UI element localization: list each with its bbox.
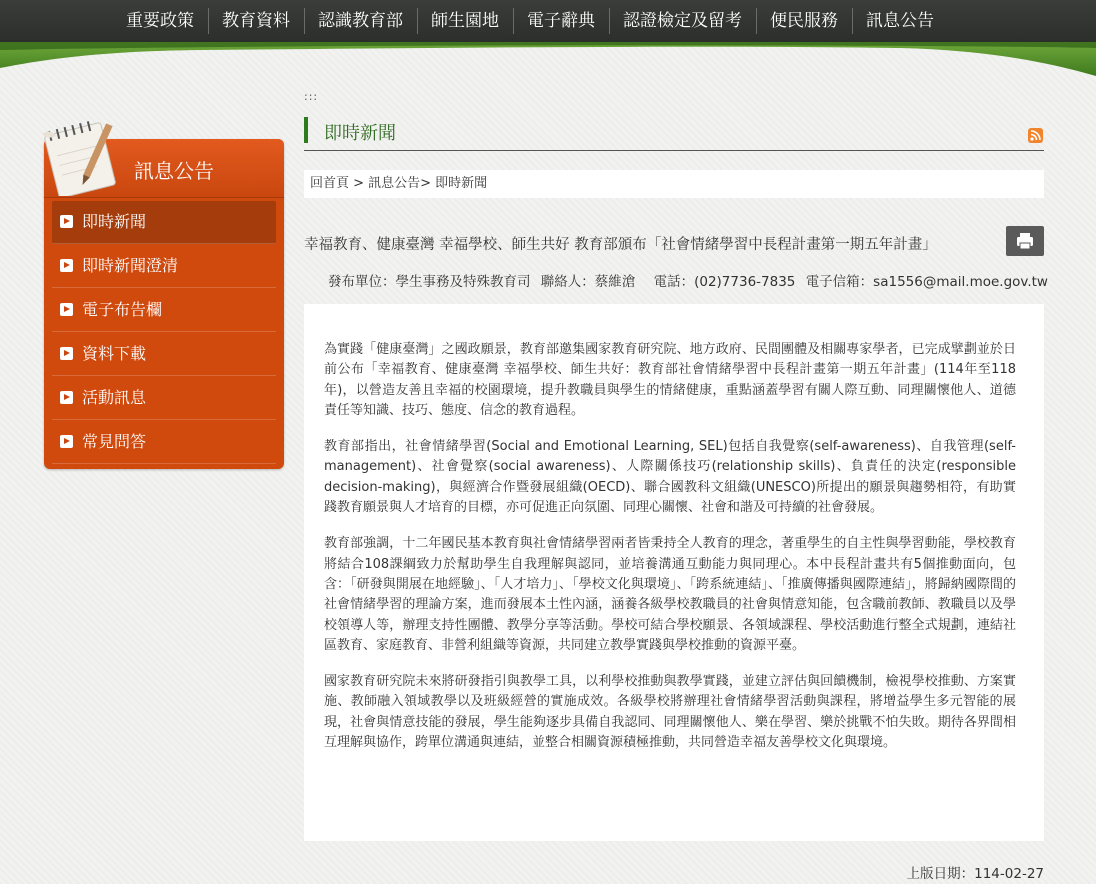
top-nav-item-policy[interactable]: 重要政策	[126, 11, 194, 31]
sidebar-item-events[interactable]	[52, 377, 276, 420]
print-button[interactable]	[1006, 226, 1044, 256]
meta-contact: 聯絡人：蔡維滄	[540, 274, 636, 290]
breadcrumb[interactable]: 回首頁 > 訊息公告> 即時新聞	[304, 170, 1044, 198]
play-bullet-icon	[60, 347, 73, 360]
sidebar-item-label: 即時新聞	[82, 212, 147, 231]
top-nav-item-announcements[interactable]: 訊息公告	[852, 0, 948, 42]
sidebar-title: 訊息公告	[134, 159, 214, 183]
top-nav-item-about[interactable]: 認識教育部	[304, 0, 417, 42]
sidebar-item-faq[interactable]	[52, 421, 276, 464]
top-nav-item-teachers-students[interactable]: 師生園地	[417, 0, 513, 42]
top-navigation-bar	[0, 0, 1096, 42]
article-paragraph: 教育部強調，十二年國民基本教育與社會情緒學習兩者皆秉持全人教育的理念，著重學生的自主性與學習動能，學校教育將結合108課綱致力於幫助學生自我理解與認同，並培養溝通互動能力與同理心。本中長程計畫共有5個推動面向，包含：「研發與開展在地經驗」、「人才培力」、「學校文化與環境」、「跨系統連結」、「推廣傳播與國際連結」，將歸納國際間的社會情緒學習的理論方案，進而發展本土性內涵，涵養各級學校教職員的社會與情意知能，包含職前教師、教職員以及學校領導人等，辦理支持性團體、教學分享等活動。學校可結合學校願景、各領域課程、學校活動進行整全式規劃，連結社區教育、家庭教育、非營利組織等資源，共同建立教學實踐與學校推動的資源平臺。	[324, 536, 1016, 653]
top-nav-item-certification[interactable]: 認證檢定及留考	[609, 0, 756, 42]
meta-email[interactable]: 電子信箱：sa1556@mail.moe.gov.tw	[805, 274, 1048, 290]
sidebar-item-label: 活動訊息	[82, 388, 147, 407]
rss-icon[interactable]	[1028, 128, 1043, 143]
sidebar-item-downloads[interactable]	[52, 333, 276, 376]
sidebar-item-label: 即時新聞澄清	[82, 256, 179, 275]
top-nav-list	[112, 0, 948, 42]
article-paragraph: 為實踐「健康臺灣」之國政願景，教育部邀集國家教育研究院、地方政府、民間團體及相關專家學者，已完成擘劃並於日前公布「幸福教育、健康臺灣 幸福學校、師生共好：教育部社會情緒學習中長程計畫第一期五年計畫」(114年至118年)，以營造友善且幸福的校園環境，提升教職員與學生的情緒健康，重點涵蓋學習有關人際互動、同理關懷他人、道德責任等知識、技巧、態度、信念的教育過程。	[324, 342, 1016, 418]
play-bullet-icon	[60, 435, 73, 448]
top-nav-item-dictionary[interactable]: 電子辭典	[513, 0, 609, 42]
sidebar-item-label: 電子布告欄	[82, 300, 163, 319]
play-bullet-icon	[60, 259, 73, 272]
accesskey-marker[interactable]: :::	[304, 90, 319, 103]
print-icon	[1006, 226, 1044, 256]
play-bullet-icon	[60, 303, 73, 316]
sidebar-menu	[52, 201, 276, 465]
sidebar-item-instant-news[interactable]	[52, 201, 276, 244]
article-body	[304, 304, 1044, 841]
sidebar-item-news-clarification[interactable]	[52, 245, 276, 288]
article-paragraph: 國家教育研究院未來將研發指引與教學工具，以利學校推動與教學實踐，並建立評估與回饋機制，檢視學校推動、方案實施、教師融入領域教學以及班級經營的實施成效。各級學校將辦理社會情緒學習活動與課程，將增益學生多元智能的展現，社會與情意技能的發展，學生能夠逐步具備自我認同、同理關懷他人、樂在學習、樂於挑戰不怕失敗。期待各界間相互理解與協作，跨單位溝通與連結，並整合相關資源積極推動，共同營造幸福友善學校文化與環境。	[324, 674, 1016, 751]
page-title: 即時新聞	[324, 123, 396, 144]
article-paragraph: 教育部指出，社會情緒學習(Social and Emotional Learning, SEL)包括自我覺察(self-awareness)、自我管理(self-management)、社會覺察(social awareness)、人際關係技巧(relationship skills)、負責任的決定(responsible decision-making)，與經濟合作暨發展組織(OECD)、聯合國教科文組織(UNESCO)所提出的願景與趨勢相符，有助實踐教育願景與人才培育的目標，亦可促進正向氛圍、同理心關懷、社會和諧及可持續的社會發展。	[324, 439, 1016, 516]
article-title: 幸福教育、健康臺灣 幸福學校、師生共好 教育部頒布「社會情緒學習中長程計畫第一期五年計畫」	[304, 237, 937, 253]
last-updated-date: 上版日期：114-02-27	[906, 866, 1044, 882]
meta-unit: 發布單位：學生事務及特殊教育司	[328, 274, 531, 290]
page-heading	[304, 114, 1044, 151]
meta-phone: 電話：(02)7736-7835	[653, 274, 796, 290]
play-bullet-icon	[60, 391, 73, 404]
grass-banner-decoration	[0, 42, 1096, 82]
article-meta	[328, 270, 1048, 290]
sidebar-item-bulletin-board[interactable]	[52, 289, 276, 332]
play-bullet-icon	[60, 215, 73, 228]
notebook-pen-icon	[36, 116, 126, 196]
top-nav-item-edu-data[interactable]: 教育資料	[208, 0, 304, 42]
heading-accent-bar	[304, 117, 308, 143]
top-nav-item-services[interactable]: 便民服務	[756, 0, 852, 42]
sidebar-item-label: 資料下載	[82, 344, 147, 363]
sidebar-item-label: 常見問答	[82, 432, 147, 451]
